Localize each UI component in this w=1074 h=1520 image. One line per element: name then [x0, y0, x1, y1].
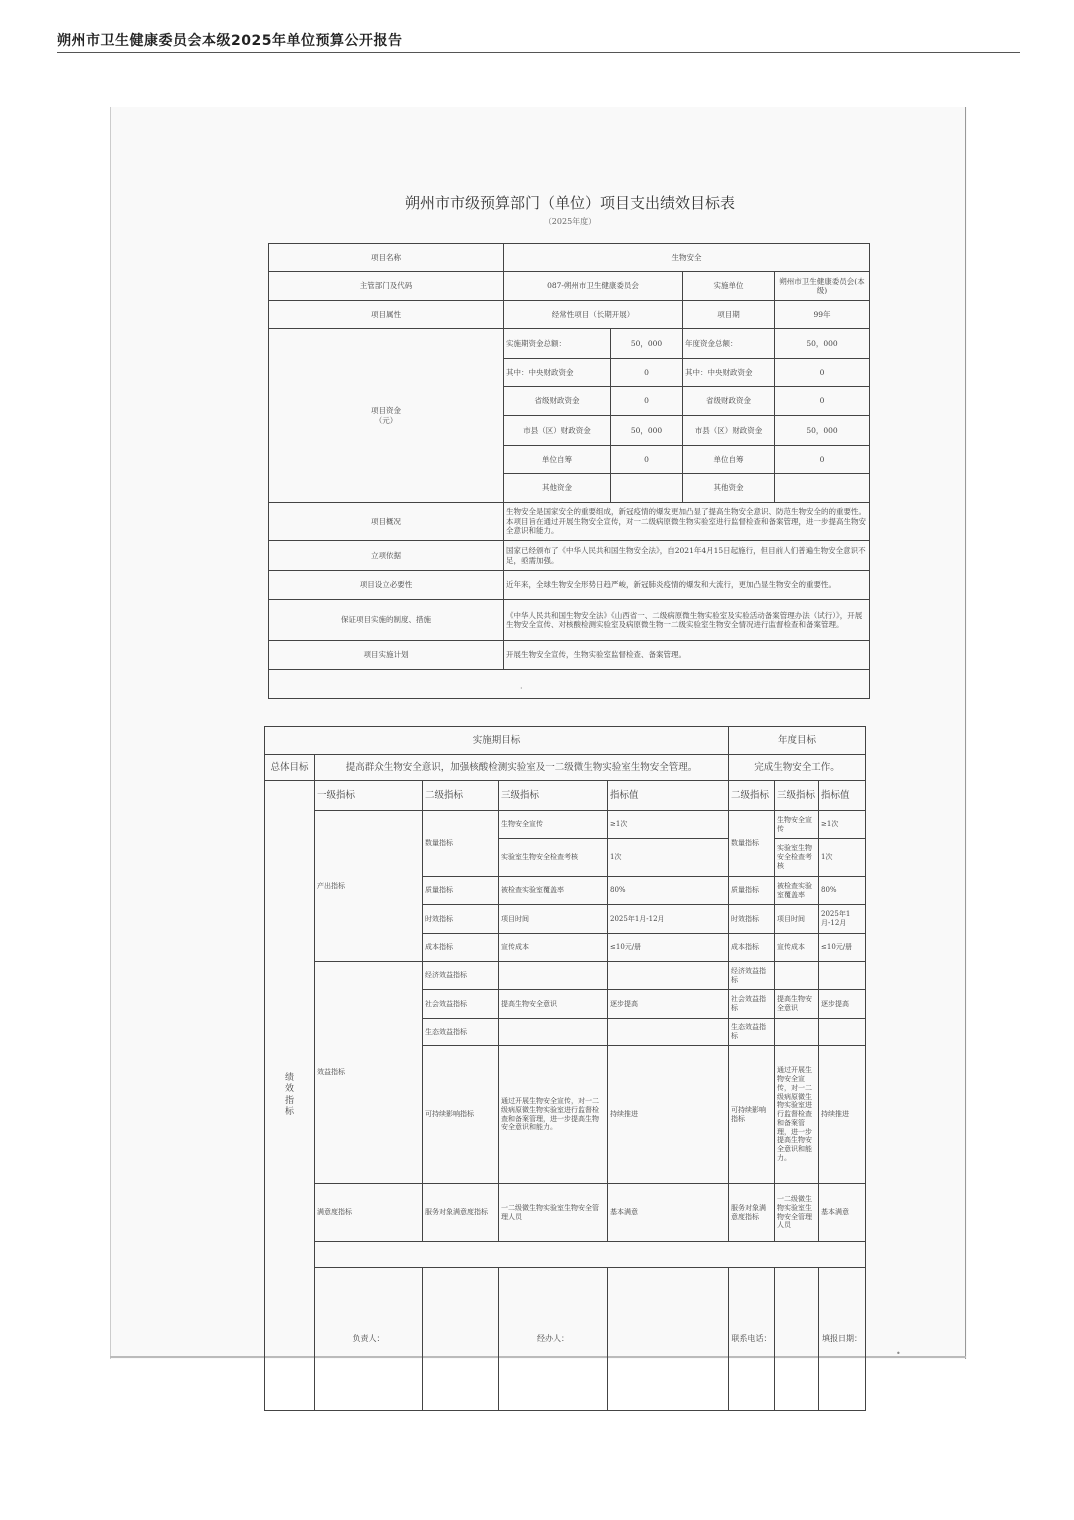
social-annual-value: 逐步提高 — [819, 990, 866, 1019]
satis-l3: 一二级微生物实验室生物安全管理人员 — [499, 1184, 608, 1242]
fund-value-impl: 0 — [611, 446, 683, 474]
fund-value-impl: 50，000 — [611, 329, 683, 359]
time-l2: 时效指标 — [423, 905, 499, 934]
time-value: 2025年1月-12月 — [608, 905, 729, 934]
social-annual-l3: 提高生物安全意识 — [775, 990, 819, 1019]
performance-table — [264, 726, 866, 1411]
cost-l2: 成本指标 — [423, 934, 499, 962]
period-value: 99年 — [775, 301, 870, 329]
q2-annual-value: 1次 — [819, 839, 866, 877]
impl-unit-value: 朔州市卫生健康委员会(本级) — [775, 272, 870, 301]
satis-annual-l2: 服务对象满意度指标 — [729, 1184, 775, 1242]
basis-label: 立项依据 — [269, 541, 504, 571]
econ-l2: 经济效益指标 — [423, 962, 499, 990]
satis-annual-l3: 一二级微生物实验室生物安全管理人员 — [775, 1184, 819, 1242]
quality-annual-l3: 被检查实验室覆盖率 — [775, 877, 819, 905]
quality-l2: 质量指标 — [423, 877, 499, 905]
fund-value-annual: 50，000 — [775, 416, 870, 446]
cost-annual-l3: 宣传成本 — [775, 934, 819, 962]
fund-value-impl: 50，000 — [611, 416, 683, 446]
cost-value: ≤10元/册 — [608, 934, 729, 962]
blank-row — [315, 1242, 866, 1268]
time-annual-l2: 时效指标 — [729, 905, 775, 934]
attr-label: 项目属性 — [269, 301, 504, 329]
overview-text: 生物安全是国家安全的重要组成，新冠疫情的爆发更加凸显了提高生物安全意识、防范生物安全的的重要性。本项目旨在通过开展生物安全宣传，对一二级病原微生物实验室进行监督检查和备案管理，进一步提高生物安全意识和能力。 — [504, 503, 870, 541]
blank-row — [269, 670, 870, 699]
head-l1: 一级指标 — [315, 781, 423, 811]
q1-annual-value: ≥1次 — [819, 811, 866, 839]
social-l2: 社会效益指标 — [423, 990, 499, 1019]
fund-value-annual: 0 — [775, 359, 870, 387]
social-annual-l2: 社会效益指标 — [729, 990, 775, 1019]
fund-label-annual: 年度资金总额： — [683, 329, 775, 359]
phone-label: 联系电话： — [729, 1268, 775, 1411]
head-l3: 三级指标 — [499, 781, 608, 811]
overview-label: 项目概况 — [269, 503, 504, 541]
fund-value-impl: 0 — [611, 387, 683, 416]
project-name: 生物安全 — [504, 244, 870, 272]
sustain-annual-l2: 可持续影响指标 — [729, 1046, 775, 1184]
eco-annual-l2: 生态效益指标 — [729, 1019, 775, 1046]
scan-speck: • — [896, 1349, 901, 1358]
annual-target-label: 年度目标 — [729, 727, 866, 755]
q-l2: 数量指标 — [423, 811, 499, 877]
time-annual-l3: 项目时间 — [775, 905, 819, 934]
head-annual-value: 指标值 — [819, 781, 866, 811]
fund-label-impl: 实施期资金总额： — [504, 329, 611, 359]
fund-label-impl: 市县（区）财政资金 — [504, 416, 611, 446]
satis-l2: 服务对象满意度指标 — [423, 1184, 499, 1242]
quality-value: 80% — [608, 877, 729, 905]
overall-label: 总体目标 — [265, 755, 315, 781]
basis-text: 国家已经颁布了《中华人民共和国生物安全法》，自2021年4月15日起施行，但目前人们普遍生物安全意识不足，亟需加强。 — [504, 541, 870, 571]
cost-l3: 宣传成本 — [499, 934, 608, 962]
fund-label-annual: 单位自筹 — [683, 446, 775, 474]
necessity-text: 近年来，全球生物安全形势日趋严峻，新冠肺炎疫情的爆发和大流行，更加凸显生物安全的重要性。 — [504, 571, 870, 600]
handler-value — [608, 1268, 729, 1411]
econ-annual-l3 — [775, 962, 819, 990]
project-name-label: 项目名称 — [269, 244, 504, 272]
sustain-l3: 通过开展生物安全宣传，对一二级病原微生物实验室进行监督检查和备案管理，进一步提高生物安全意识和能力。 — [499, 1046, 608, 1184]
q2-annual-l3: 实验室生物安全检查考核 — [775, 839, 819, 877]
time-l3: 项目时间 — [499, 905, 608, 934]
social-value: 逐步提高 — [608, 990, 729, 1019]
fund-value-impl: 0 — [611, 359, 683, 387]
q1-annual-l3: 生物安全宣传 — [775, 811, 819, 839]
econ-annual-value — [819, 962, 866, 990]
q2-l3: 实验室生物安全检查考核 — [499, 839, 608, 877]
overall-annual: 完成生物安全工作。 — [729, 755, 866, 781]
time-annual-value: 2025年1月-12月 — [819, 905, 866, 934]
fund-label-impl: 其中：中央财政资金 — [504, 359, 611, 387]
satis-value: 基本满意 — [608, 1184, 729, 1242]
eco-value — [608, 1019, 729, 1046]
fund-value-annual — [775, 474, 870, 503]
perf-label: 绩 效 指 标 — [265, 781, 315, 1411]
econ-value — [608, 962, 729, 990]
period-label: 项目期 — [683, 301, 775, 329]
person-label: 负责人： — [315, 1268, 423, 1411]
dept-value: 087-朔州市卫生健康委员会 — [504, 272, 683, 301]
satisfaction-label: 满意度指标 — [315, 1184, 423, 1242]
doc-year: （2025年度） — [543, 217, 597, 226]
page-header: 朔州市卫生健康委员会本级2025年单位预算公开报告 — [57, 33, 403, 49]
impl-target-label: 实施期目标 — [265, 727, 729, 755]
header-rule — [57, 52, 1020, 53]
head-value: 指标值 — [608, 781, 729, 811]
attr-value: 经常性项目（长期开展） — [504, 301, 683, 329]
eco-l2: 生态效益指标 — [423, 1019, 499, 1046]
cost-annual-value: ≤10元/册 — [819, 934, 866, 962]
head-l2: 二级指标 — [423, 781, 499, 811]
sustain-value: 持续推进 — [608, 1046, 729, 1184]
phone-value — [775, 1268, 819, 1411]
social-l3: 提高生物安全意识 — [499, 990, 608, 1019]
doc-title: 朔州市市级预算部门（单位）项目支出绩效目标表 — [404, 194, 735, 212]
satis-annual-value: 基本满意 — [819, 1184, 866, 1242]
econ-annual-l2: 经济效益指标 — [729, 962, 775, 990]
quality-annual-value: 80% — [819, 877, 866, 905]
q-annual-l2: 数量指标 — [729, 811, 775, 877]
fund-value-annual: 0 — [775, 387, 870, 416]
fund-label: 项目资金 （元） — [269, 329, 504, 503]
sustain-annual-l3: 通过开展生物安全宣传，对一二级病原微生物实验室进行监督检查和备案管理，进一步提高生物安全意识和能力。 — [775, 1046, 819, 1184]
sustain-annual-value: 持续推进 — [819, 1046, 866, 1184]
sustain-l2: 可持续影响指标 — [423, 1046, 499, 1184]
eco-annual-l3 — [775, 1019, 819, 1046]
necessity-label: 项目设立必要性 — [269, 571, 504, 600]
fund-value-annual: 0 — [775, 446, 870, 474]
q1-value: ≥1次 — [608, 811, 729, 839]
fund-label-impl: 单位自筹 — [504, 446, 611, 474]
date-label: 填报日期： — [819, 1268, 866, 1411]
impl-unit-label: 实施单位 — [683, 272, 775, 301]
head-annual-l3: 三级指标 — [775, 781, 819, 811]
q1-l3: 生物安全宣传 — [499, 811, 608, 839]
measures-label: 保证项目实施的制度、措施 — [269, 600, 504, 641]
fund-label-annual: 市县（区）财政资金 — [683, 416, 775, 446]
fund-label-annual: 其中：中央财政资金 — [683, 359, 775, 387]
benefit-label: 效益指标 — [315, 962, 423, 1184]
scan-speck: · — [520, 684, 523, 693]
output-label: 产出指标 — [315, 811, 423, 962]
eco-l3 — [499, 1019, 608, 1046]
measures-text: 《中华人民共和国生物安全法》《山西省一、二级病原微生物实验室及实验活动备案管理办法（试行）》，开展生物安全宣传、对核酸检测实验室及病原微生物一二级实验室生物安全情况进行监督检查和备案管理。 — [504, 600, 870, 641]
fund-value-impl — [611, 474, 683, 503]
fund-label-annual: 省级财政资金 — [683, 387, 775, 416]
cost-annual-l2: 成本指标 — [729, 934, 775, 962]
plan-text: 开展生物安全宣传，生物实验室监督检查、备案管理。 — [504, 641, 870, 670]
fund-label-impl: 省级财政资金 — [504, 387, 611, 416]
fund-label-annual: 其他资金 — [683, 474, 775, 503]
head-annual-l2: 二级指标 — [729, 781, 775, 811]
q2-value: 1次 — [608, 839, 729, 877]
project-info-table — [268, 243, 870, 699]
econ-l3 — [499, 962, 608, 990]
handler-label: 经办人： — [499, 1268, 608, 1411]
overall-impl: 提高群众生物安全意识，加强核酸检测实验室及一二级微生物实验室生物安全管理。 — [315, 755, 729, 781]
fund-value-annual: 50，000 — [775, 329, 870, 359]
fund-label-impl: 其他资金 — [504, 474, 611, 503]
scan-edge-right — [965, 107, 966, 1359]
dept-label: 主管部门及代码 — [269, 272, 504, 301]
person-value — [423, 1268, 499, 1411]
eco-annual-value — [819, 1019, 866, 1046]
plan-label: 项目实施计划 — [269, 641, 504, 670]
quality-l3: 被检查实验室覆盖率 — [499, 877, 608, 905]
quality-annual-l2: 质量指标 — [729, 877, 775, 905]
